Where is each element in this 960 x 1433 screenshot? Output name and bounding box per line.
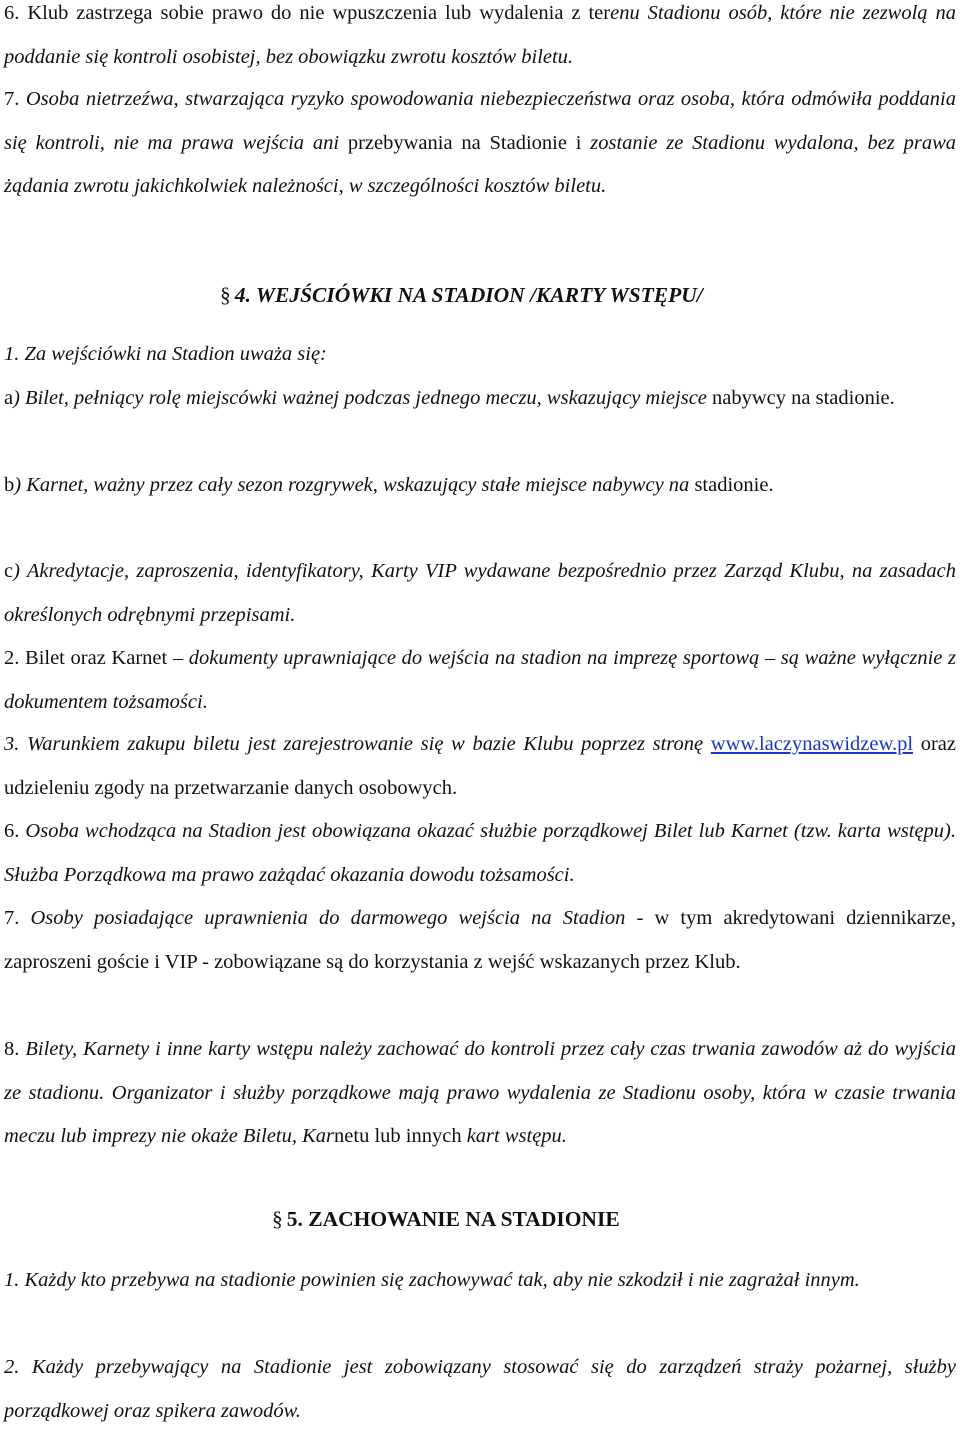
section-sign: §	[220, 283, 231, 307]
section-4-heading	[0, 283, 960, 308]
paragraph-text-italic: – dokumenty uprawniające do wejścia na stadion na imprezę sportową – są ważne wyłącznie z dokumentem tożsamości.	[4, 647, 956, 713]
section-4-item-3	[4, 723, 956, 810]
item-letter: a	[4, 387, 14, 409]
paragraph-text-italic: 1. Za wejściówki na Stadion uważa się:	[4, 343, 327, 365]
paragraph-text-italic: Bilety, Karnety i inne karty wstępu należy zachować do kontroli przez cały czas trwania zawodów aż do wyjścia ze stadionu. Organizator i służby porządkowe mają prawo wydalenia ze Stadionu osoby, która w czasie trwania meczu lub imprezy nie okaże Biletu, Kar	[4, 1038, 956, 1147]
paragraph-number: 6.	[4, 2, 20, 24]
paragraph-text: przez Klub.	[644, 950, 741, 973]
paragraph-text: netu lub innych	[334, 1125, 467, 1147]
section-title: 5. ZACHOWANIE NA STADIONIE	[286, 1207, 620, 1231]
item-letter: b	[4, 474, 15, 496]
section-sign: §	[272, 1207, 283, 1231]
paragraph-text-italic: 3. Warunkiem zakupu biletu jest zarejestrowanie się w bazie Klubu poprzez stronę	[4, 733, 711, 755]
paragraph-text: Klub zastrzega sobie prawo do nie wpuszczenia lub wydalenia z ter	[19, 2, 611, 24]
item-letter: c	[4, 560, 14, 582]
paragraph-text-italic: kart wstępu.	[466, 1125, 567, 1147]
paragraph-number: 6.	[4, 820, 20, 842]
section-4-item-b	[4, 464, 956, 508]
section-4-item-6	[4, 810, 956, 897]
section-5-heading	[0, 1207, 960, 1232]
paragraph-text-italic: 2. Każdy przebywający na Stadionie jest zobowiązany stosować się do zarządzeń straży pożarnej, służby porządkowej oraz spikera zawodów.	[4, 1356, 956, 1422]
section-4-item-2	[4, 637, 956, 724]
paragraph-text-italic: zostanie ze Stadionu wydalona, bez prawa żądania zwrotu jakichkolwiek należności, w szczególności kosztów biletu.	[4, 131, 956, 197]
paragraph-text-italic: ) Bilet, pełniący rolę miejscówki ważnej podczas jednego meczu, wskazujący miejsce	[13, 387, 713, 409]
section-5-item-1	[4, 1259, 956, 1303]
paragraph-text-italic: Osoba wchodząca na Stadion jest obowiązana okazać służbie porządkowej Bilet lub Karnet (tzw. karta wstępu). Służba Porządkowa ma prawo zażądać okazania dowodu tożsamości.	[4, 820, 956, 886]
section-4-item-a	[4, 377, 956, 421]
website-link[interactable]: www.laczynaswidzew.pl	[710, 733, 914, 755]
paragraph-text: nabywcy na stadionie.	[712, 387, 895, 409]
paragraph-text: 2. Bilet oraz Karnet	[4, 647, 168, 669]
paragraph-text: stadionie.	[694, 474, 774, 496]
paragraph-text: oraz udzieleniu zgody na przetwarzanie danych osobowych.	[4, 733, 957, 799]
section-title: 4. WEJŚCIÓWKI NA STADION /KARTY WSTĘPU/	[234, 283, 703, 307]
paragraph-text-italic: Osoba nietrzeźwa, stwarzająca ryzyko spowodowania niebezpieczeństwa oraz osoba, która odmówiła poddania się kontroli, nie ma prawa wejścia ani	[4, 88, 956, 154]
section-4-item-8	[4, 1028, 956, 1159]
section-4-item-c	[4, 550, 956, 637]
paragraph-number: 7.	[4, 907, 20, 929]
paragraph-text-italic: ) Karnet, ważny przez cały sezon rozgrywek, wskazujący stałe miejsce nabywcy na	[14, 474, 695, 496]
paragraph-text: - w tym akredytowani dziennikarze, zaproszeni goście i VIP - zobowiązane są do korzystania z wejść wskazanych	[4, 907, 956, 973]
section-4-item-1	[4, 333, 956, 377]
paragraph-6	[4, 0, 956, 79]
paragraph-text-italic: enu Stadionu osób, które nie zezwolą na poddanie się kontroli osobistej, bez obowiązku zwrotu kosztów biletu.	[4, 2, 957, 68]
paragraph-text-italic: ) Akredytacje, zaproszenia, identyfikatory, Karty VIP wydawane bezpośrednio przez Zarząd Klubu, na zasadach określonych odrębnymi przepisami.	[4, 560, 956, 626]
paragraph-text-italic: 1. Każdy kto przebywa na stadionie powinien się zachowywać tak, aby nie szkodził i nie zagrażał innym.	[4, 1269, 860, 1291]
paragraph-number: 7.	[4, 88, 20, 110]
paragraph-text: przebywania na Stadionie i	[347, 131, 582, 154]
paragraph-7	[4, 78, 956, 209]
paragraph-text-italic: Osoby posiadające uprawnienia do darmowego wejścia na Stadion	[19, 907, 626, 929]
section-4-item-7	[4, 897, 956, 984]
section-5-item-2	[4, 1346, 956, 1433]
paragraph-number: 8.	[4, 1038, 20, 1060]
